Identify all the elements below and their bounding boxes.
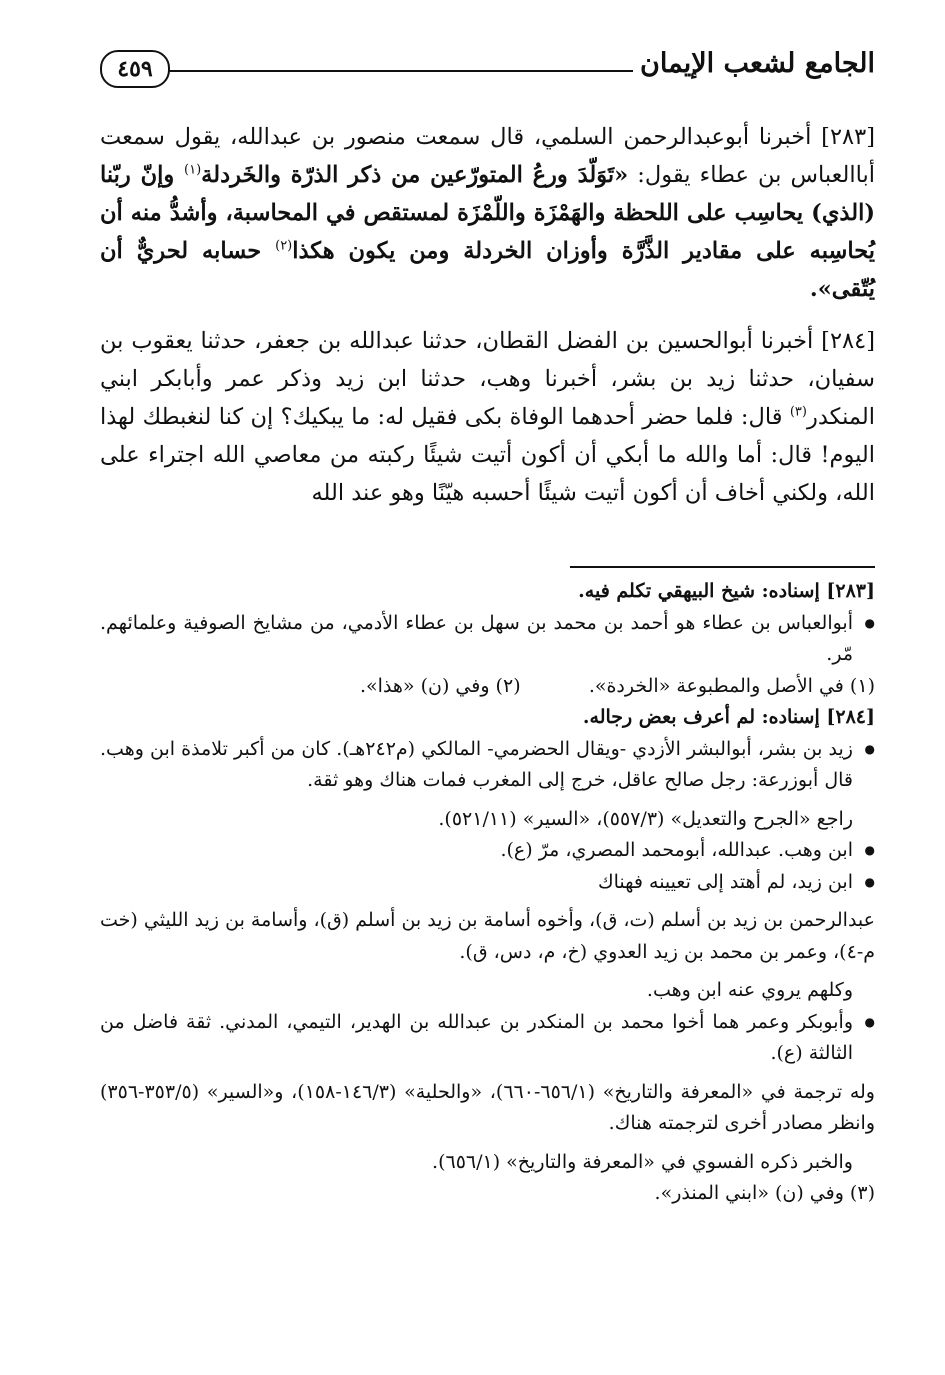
paragraph-284 [100,322,875,512]
note-zaid-refs: راجع «الجرح والتعديل» (٥٥٧/٣)، «السير» (٥٢١/١١). [438,807,853,830]
p284-rest: قال: فلما حضر أحدهما الوفاة بكى فقيل له: ما يبكيك؟ إن كنا لنغبطك لهذا اليوم! قال: أما والله ما أبكي أن أكون أتيت شيئًا ركبته من معاصي الله اجتراء على الله، ولكني أخاف أن أكون أتيت شيئًا أحسبه هيّنًا وهو عند الله [100,404,875,506]
header-rule [160,70,633,72]
paragraph-283 [100,118,875,308]
note-ibnzaid-remark: وكلهم يروي عنه ابن وهب. [646,979,853,1001]
p284-start: [٢٨٤] أخبرنا أبوالحسين بن الفضل القطان، حدثنا عبدالله بن جعفر، حدثنا يعقوب بن سفيان، حدثنا زيد بن بشر، أخبرنا وهب، حدثنا ابن زيد وذكر عمر وأبابكر ابني المنكدر [100,328,875,430]
footnote-3: (٣) وفي (ن) «ابني المنذر». [654,1182,875,1204]
footnote-1: (١) في الأصل والمطبوعة «الخردة». [588,674,875,697]
footnote-marker-3: (٣) [789,404,807,420]
footnote-2: (٢) وفي (ن) «هذا». [360,674,521,697]
footnote-marker-2: (٢) [275,238,293,254]
note-284-heading: [٢٨٤] إسناده: لم أعرف بعض رجاله. [582,706,875,728]
note-ibnzaid-candidates: عبدالرحمن بن زيد بن أسلم (ت، ق)، وأخوه أسامة بن زيد بن أسلم (ق)، وأسامة بن زيد الليثي (خت م-٤)، وعمر بن محمد بن زيد العدوي (خ، م، دس، ق). [100,909,875,963]
footnote-separator [570,566,875,568]
note-abubakr-bullet: ● وأبوبكر وعمر هما أخوا محمد بن المنكدر بن عبدالله بن الهدير، التيمي، المدني. ثقة فاضل من الثالثة (ع). [100,1007,875,1070]
footnote-marker-1: (١) [184,162,202,178]
p283-quote-mid: وإنّ ربّنا (الذي) يحاسِب على اللحظة والهَمْزَة واللّمْزَة لمستقص في المحاسبة، وأشدُّ منه أن يُحاسِبه على مقادير الذَّرَّة وأوزان الخردلة ومن يكون هكذا [100,162,875,264]
p283-quote-end: حسابه لحريٌّ أن يُتّقى». [100,238,875,302]
main-text [100,118,875,526]
note-283-bullet: ● أبوالعباس بن عطاء هو أحمد بن محمد بن سهل بن عطاء الأدمي، من مشايخ الصوفية وعلمائهم. مّر. [100,608,875,671]
p283-quote-start: «تَوَلّدَ ورعُ المتورّعين من ذكر الذرّة والخَردلة [201,162,629,188]
note-ibnwahb-bullet: ● ابن وهب. عبدالله، أبومحمد المصري، مرّ (ع). [100,835,875,867]
footnotes [100,576,875,1210]
note-fasawi: والخبر ذكره الفسوي في «المعرفة والتاريخ» (٦٥٦/١). [432,1150,853,1173]
running-header-title: الجامع لشعب الإيمان [640,48,875,79]
note-ibnzaid-bullet: ● ابن زيد، لم أهتد إلى تعيينه فهناك [100,867,875,899]
note-abubakr-refs: وله ترجمة في «المعرفة والتاريخ» (٦٥٦/١-٦٦٠)، «والحلية» (١٤٦/٣-١٥٨)، و«السير» (٣٥٣/٥-٣٥٦) وانظر مصادر أخرى لترجمته هناك. [100,1080,875,1134]
footnotes-1-2 [100,671,875,703]
page-number: ٤٥٩ [100,50,170,88]
p283-intro: [٢٨٣] أخبرنا أبوعبدالرحمن السلمي، قال سمعت منصور بن عبدالله، يقول سمعت أباالعباس بن عطاء يقول: [100,124,875,188]
note-283-heading: [٢٨٣] إسناده: شيخ البيهقي تكلم فيه. [578,580,875,602]
note-zaid-bullet: ● زيد بن بشر، أبوالبشر الأزدي -ويقال الحضرمي- المالكي (م٢٤٢هـ). كان من أكبر تلامذة ابن وهب. قال أبوزرعة: رجل صالح عاقل، خرج إلى المغرب فمات هناك وهو ثقة. [100,734,875,797]
